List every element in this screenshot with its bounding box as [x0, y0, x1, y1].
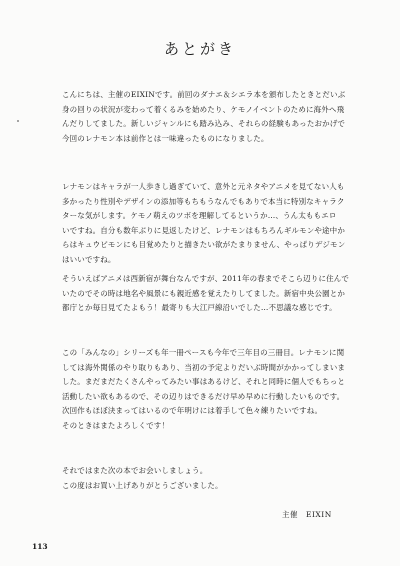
- paragraph-line: んだりしてました。新しいジャンルにも踏み込み、それらの経験もあったおかげで: [62, 119, 346, 129]
- author-signature: 主催 EIXIN: [282, 510, 332, 519]
- page-title: あとがき: [163, 40, 236, 58]
- paragraph-line: そういえばアニメは西新宿が舞台なんですが、2011年の春までそこら辺りに住んで: [62, 274, 350, 283]
- paragraph-line: はいいですね。: [62, 254, 116, 264]
- paragraph-shinjuku: [62, 272, 362, 316]
- scan-speck: [17, 120, 19, 122]
- paragraph-line: 次回作もほぼ決まってはいるので年明けには着手して色々練りたいですね。: [62, 406, 323, 416]
- page-number: 113: [32, 542, 48, 551]
- paragraph-intro: [62, 88, 362, 146]
- paragraph-line: 都庁とか毎日見てたよもう！最寄りも大江戸線沿いでした…不思議な感じです。: [62, 303, 337, 313]
- paragraph-line: らはキュウビモンにも目覚めたりと描きたい欲がたまりません、やっぱりデジモン: [62, 240, 346, 250]
- paragraph-line: 活動したい欲もあるので、その辺りはできるだけ早め早めに行動したいものです。: [62, 391, 345, 401]
- paragraph-closing: [62, 464, 362, 493]
- paragraph-line: それではまた次の本でお会いしましょう。: [62, 466, 208, 475]
- paragraph-line: した。まだまだたくさんやってみたい事はあるけど、それと同時に個人でもちっと: [62, 377, 346, 387]
- paragraph-line: レナモンはキャラが一人歩きし過ぎていて、意外と元ネタやアニメを見てない人も: [62, 182, 345, 191]
- paragraph-line: そのときはまたよろしくです！: [62, 420, 170, 430]
- paragraph-line: 今回のレナモン本は前作とは一味違ったものになりました。: [62, 133, 269, 143]
- paragraph-line: この「みんなの」シリーズも年一冊ペースも今年で三年目の三冊目。レナモンに関: [62, 348, 345, 357]
- paragraph-line: ターな気がします。ケモノ萌えのツボを理解してるというか…、うん太ももエロ: [62, 211, 337, 221]
- paragraph-line: いたのでその時は地名や風景にも親近感を覚えたりしてました。新宿中央公園とか: [62, 288, 346, 298]
- paragraph-line: こんにちは、主催のEIXINです。前回のダナエ＆シエラ本を頒布したときとだいぶ: [62, 90, 346, 99]
- paragraph-line: 多かったり性別やデザインの添加等もちもうなんでもありで本当に特別なキャラク: [62, 196, 345, 206]
- paragraph-line: しては海外関係のやり取りもあり、当初の予定よりだいぶ時間がかかってしまいま: [62, 362, 346, 372]
- paragraph-renamon: [62, 180, 362, 268]
- paragraph-line: いですね。自分も数年ぶりに見返したけど、レナモンはもちろんギルモンや途中か: [62, 225, 345, 235]
- paragraph-series: [62, 346, 362, 434]
- paragraph-line: この度はお買い上げありがとうございました。: [62, 480, 223, 490]
- paragraph-line: 身の回りの状況が変わって着くるみを始めたり、ケモノイベントのために海外へ飛: [62, 104, 345, 114]
